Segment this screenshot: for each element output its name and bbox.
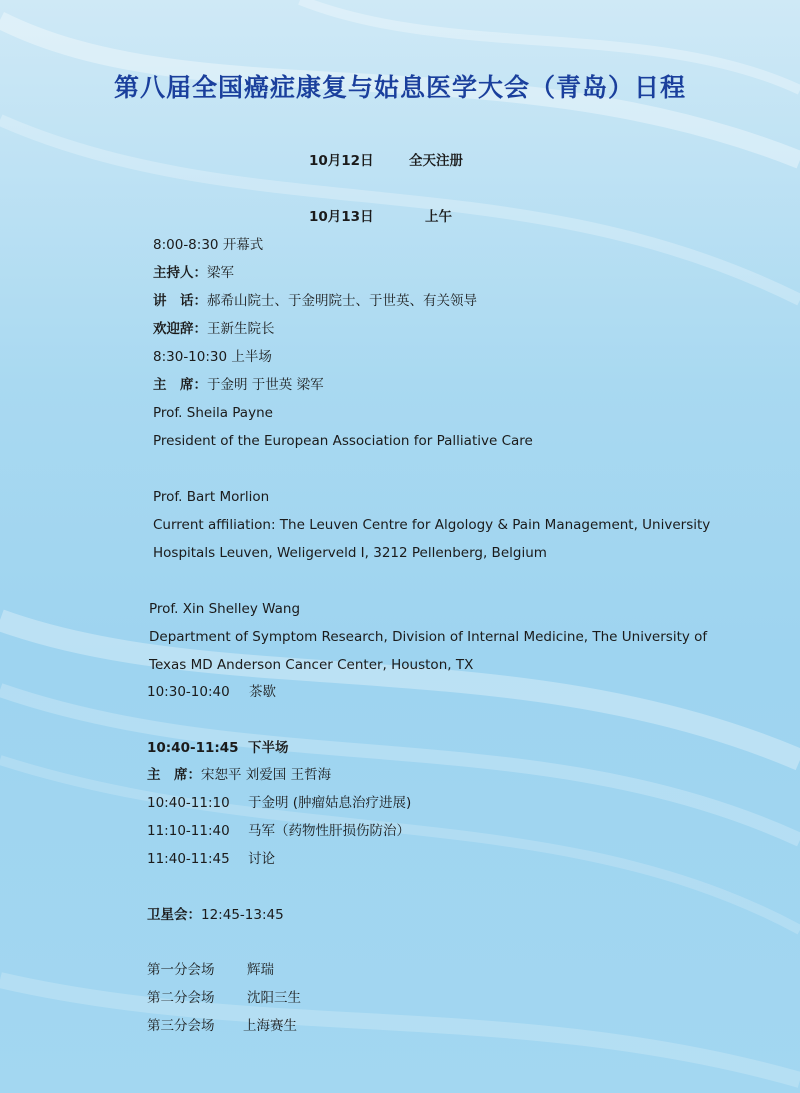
- speaker1-name: Prof. Sheila Payne: [153, 405, 273, 421]
- satellite-label: 卫星会：: [147, 907, 201, 923]
- first-half-label: 8:30-10:30 上半场: [153, 349, 272, 365]
- satellite-time: 12:45-13:45: [201, 907, 284, 923]
- talk-1-time: 10:40-11:10: [147, 795, 230, 811]
- welcome-row: [153, 320, 275, 338]
- host-name: 梁军: [207, 265, 234, 281]
- speaker3-affiliation-line2: Texas MD Anderson Cancer Center, Houston, TX: [149, 657, 474, 673]
- day2-session: 上午: [425, 209, 452, 225]
- speaker3-name: Prof. Xin Shelley Wang: [149, 601, 301, 617]
- talk-2-time: 11:10-11:40: [147, 823, 230, 839]
- venue-3-sponsor: 上海赛生: [243, 1018, 297, 1034]
- speech-names: 郝希山院士、于金明院士、于世英、有关领导: [207, 293, 477, 309]
- venue-2-sponsor: 沈阳三生: [247, 990, 301, 1006]
- speaker2-affiliation-line2: Hospitals Leuven, Weligerveld I, 3212 Pellenberg, Belgium: [153, 545, 547, 561]
- chair-row: [153, 376, 324, 394]
- tea-break-time: 10:30-10:40: [147, 684, 230, 700]
- tea-break-label: 茶歇: [249, 684, 276, 700]
- second-half-chair-row: [147, 766, 331, 784]
- host-row: [153, 264, 234, 282]
- venue-1-sponsor: 辉瑞: [247, 962, 274, 978]
- day1-event: 全天注册: [409, 153, 463, 169]
- second-half-chair-names: 宋恕平 刘爱国 王哲海: [201, 767, 332, 783]
- talk-3-time: 11:40-11:45: [147, 851, 230, 867]
- welcome-name: 王新生院长: [207, 321, 275, 337]
- opening-row: [153, 236, 263, 254]
- welcome-label: 欢迎辞：: [153, 321, 207, 337]
- chair-names: 于金明 于世英 梁军: [207, 377, 324, 393]
- speech-row: [153, 292, 477, 310]
- opening-label: 开幕式: [222, 237, 264, 253]
- day1-date: 10月12日: [309, 153, 374, 169]
- second-half-time: 10:40-11:45: [147, 740, 239, 756]
- page-title: 第八届全国癌症康复与姑息医学大会（青岛）日程: [113, 73, 686, 102]
- satellite-row: [147, 906, 284, 924]
- speaker3-affiliation-line1: Department of Symptom Research, Division of Internal Medicine, The University of: [149, 629, 708, 645]
- opening-time: 8:00-8:30: [153, 237, 219, 253]
- speech-label: 讲 话：: [153, 293, 207, 309]
- day2-date: 10月13日: [309, 209, 374, 225]
- venue-1-name: 第一分会场: [147, 962, 215, 978]
- talk-1-text: 于金明 (肿瘤姑息治疗进展): [248, 795, 412, 811]
- second-half-chair-label: 主 席：: [147, 767, 201, 783]
- venue-2-name: 第二分会场: [147, 990, 215, 1006]
- speaker2-affiliation-line1: Current affiliation: The Leuven Centre for Algology & Pain Management, University: [153, 517, 711, 533]
- host-label: 主持人：: [153, 265, 207, 281]
- talk-2-text: 马军（药物性肝损伤防治）: [248, 823, 410, 839]
- venue-3-name: 第三分会场: [147, 1018, 215, 1034]
- chair-label: 主 席：: [153, 377, 207, 393]
- talk-3-text: 讨论: [248, 851, 275, 867]
- second-half-label: 下半场: [248, 740, 289, 756]
- speaker2-name: Prof. Bart Morlion: [153, 489, 270, 505]
- speaker1-affiliation: President of the European Association for Palliative Care: [153, 433, 533, 449]
